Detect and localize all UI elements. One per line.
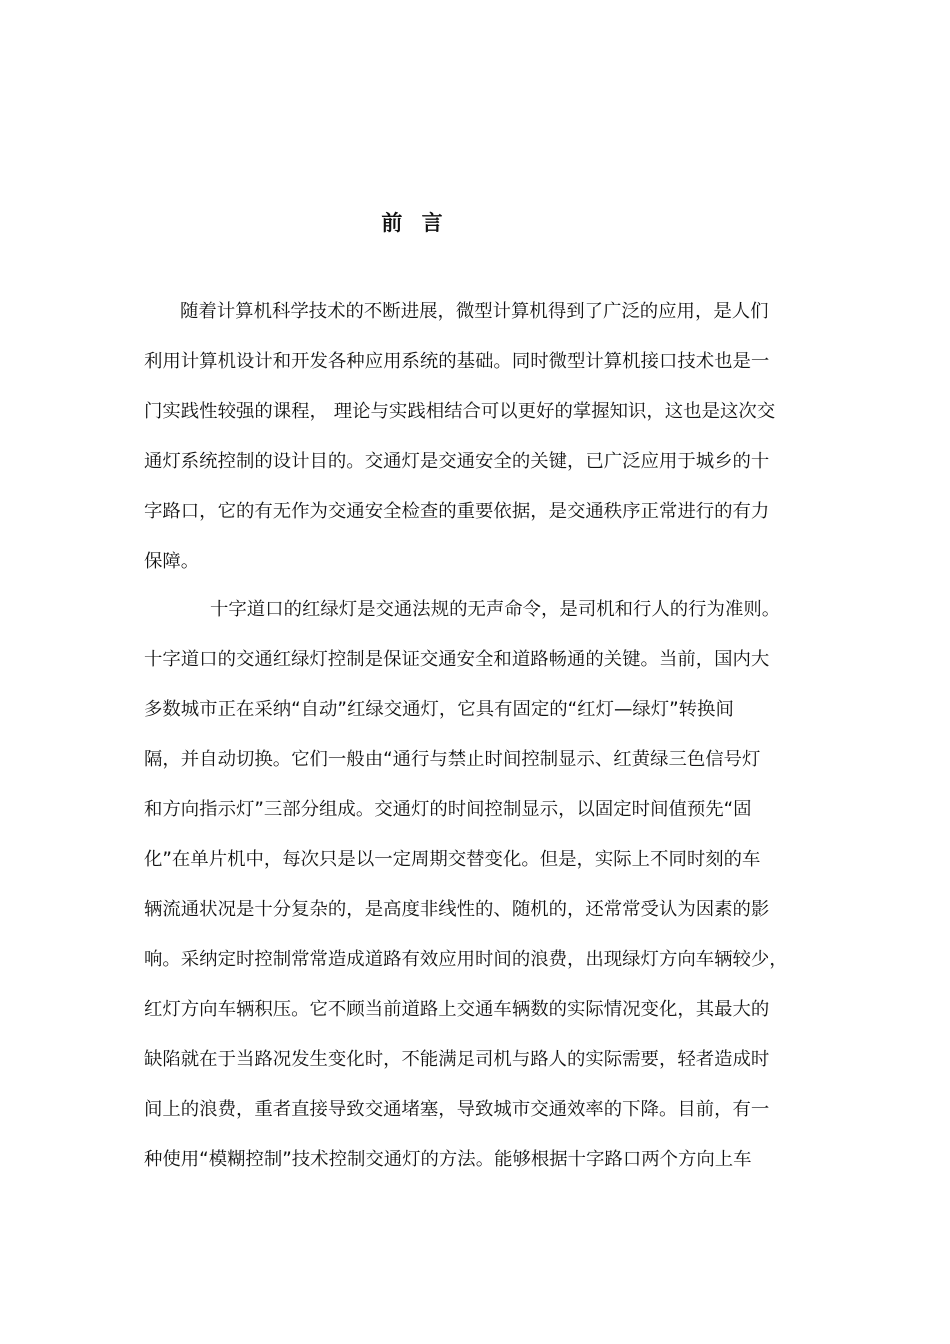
paragraph-line: 辆流通状况是十分复杂的，是高度非线性的、随机的，还常常受认为因素的影 [144,899,770,920]
paragraph-line: 十字道口的红绿灯是交通法规的无声命令，是司机和行人的行为准则。 [210,599,781,620]
paragraph-line: 化”在单片机中，每次只是以一定周期交替变化。但是，实际上不同时刻的车 [144,849,761,870]
paragraph-line: 门实践性较强的课程， 理论与实践相结合可以更好的掌握知识，这也是这次交 [144,401,776,422]
paragraph-line: 多数城市正在采纳“自动”红绿交通灯，它具有固定的“红灯—绿灯”转换间 [144,699,734,720]
paragraph-1 [144,287,814,587]
paragraph-line: 通灯系统控制的设计目的。交通灯是交通安全的关键，已广泛应用于城乡的十 [144,451,770,472]
paragraph-line: 缺陷就在于当路况发生变化时，不能满足司机与路人的实际需要，轻者造成时 [144,1049,770,1070]
paragraph-line: 随着计算机科学技术的不断进展，微型计算机得到了广泛的应用，是人们 [180,301,769,322]
paragraph-line: 响。采纳定时控制常常造成道路有效应用时间的浪费，出现绿灯方向车辆较少， [144,949,788,970]
paragraph-line: 隔，并自动切换。它们一般由“通行与禁止时间控制显示、红黄绿三色信号灯 [144,749,761,770]
paragraph-line: 种使用“模糊控制”技术控制交通灯的方法。能够根据十字路口两个方向上车 [144,1149,752,1170]
paragraph-line: 字路口，它的有无作为交通安全检查的重要依据，是交通秩序正常进行的有力 [144,501,770,522]
paragraph-line: 保障。 [144,551,200,572]
paragraph-line: 间上的浪费，重者直接导致交通堵塞，导致城市交通效率的下降。目前，有一 [144,1099,770,1120]
page-title: 前 言 [381,211,449,235]
paragraph-line: 和方向指示灯”三部分组成。交通灯的时间控制显示，以固定时间值预先“固 [144,799,752,820]
paragraph-line: 十字道口的交通红绿灯控制是保证交通安全和道路畅通的关键。当前，国内大 [144,649,770,670]
paragraph-2 [144,585,814,1185]
paragraph-line: 利用计算机设计和开发各种应用系统的基础。同时微型计算机接口技术也是一 [144,351,770,372]
paragraph-line: 红灯方向车辆积压。它不顾当前道路上交通车辆数的实际情况变化，其最大的 [144,999,770,1020]
